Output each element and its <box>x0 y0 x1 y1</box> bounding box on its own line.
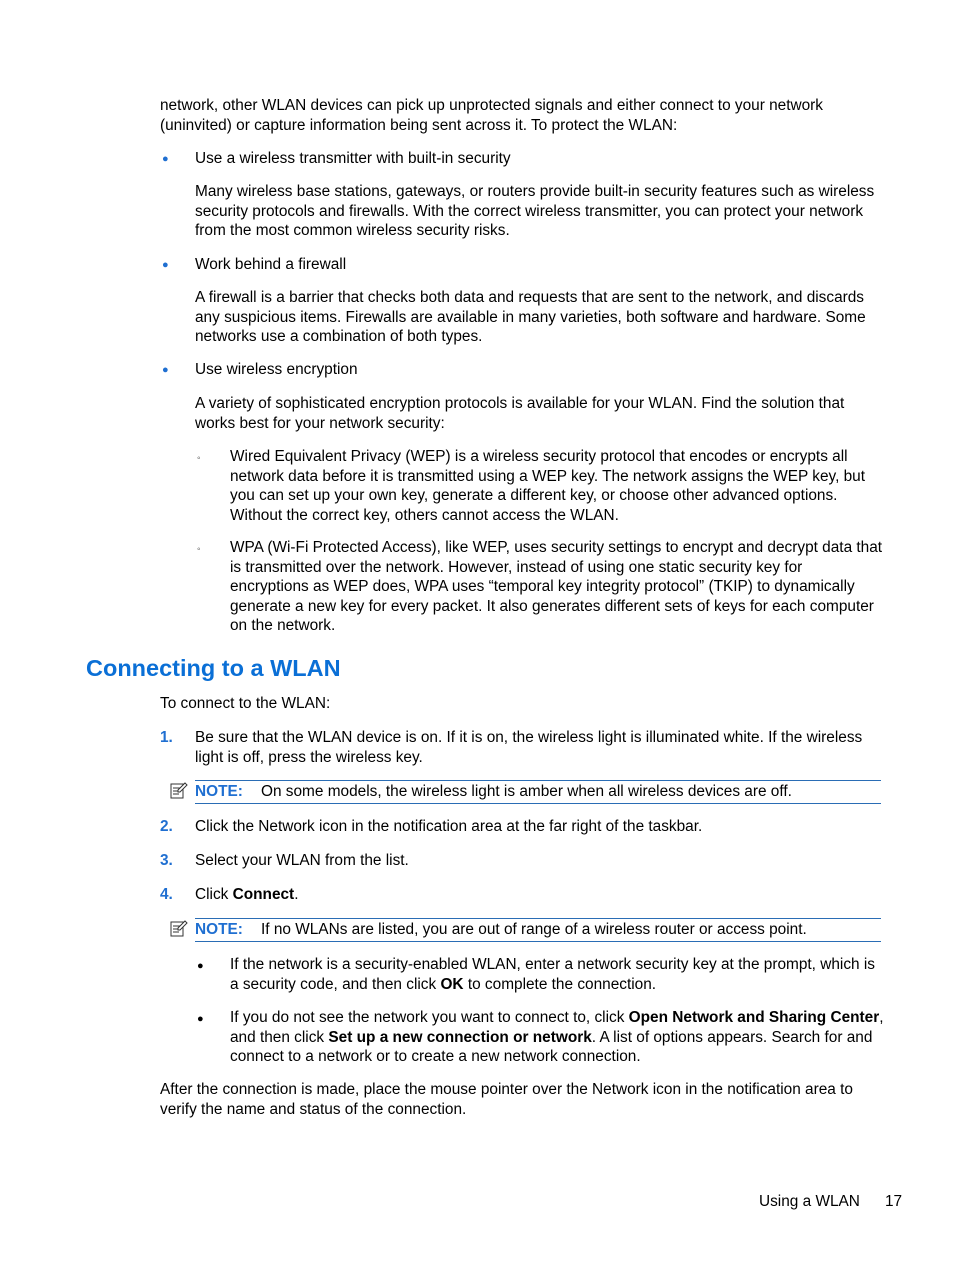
encryption-item: Wired Equivalent Privacy (WEP) is a wireless security protocol that encodes or encrypts all network data before it is transmitted using a WEP key. The network assigns the WEP key, but you can set up your own key, generate a different key, or choose other advanced options. Without the correct key, others cannot access the WLAN. <box>230 448 866 524</box>
bullet-label: Use wireless encryption <box>195 361 358 378</box>
list-item: If you do not see the network you want to connect to, click Open Network and Sharing Center, and then click Set up a new connection or network. A list of options appears. Search for and connect to a network or to create a new network connection. <box>230 1009 884 1065</box>
bullet-description: Many wireless base stations, gateways, or routers provide built-in security features such as wireless security protocols and firewalls. With the correct wireless transmitter, you can protect your network from the most common wireless security risks. <box>195 183 875 239</box>
bullet-description: A firewall is a barrier that checks both data and requests that are sent to the network, and discards any suspicious items. Firewalls are available in many varieties, both software and hardware. Some networks use a combination of both types. <box>195 289 866 345</box>
sub-bullet-icon: ◦ <box>197 453 201 464</box>
bullet-description: A variety of sophisticated encryption protocols is available for your WLAN. Find the solution that works best for your network security: <box>195 395 845 432</box>
bullet-icon: ● <box>162 153 169 165</box>
note-box <box>195 780 881 804</box>
bullet-icon: ● <box>197 960 204 972</box>
step-number: 2. <box>160 818 173 835</box>
note-text: If no WLANs are listed, you are out of range of a wireless router or access point. <box>261 921 807 938</box>
section-heading: Connecting to a WLAN <box>86 655 341 681</box>
step-text: Select your WLAN from the list. <box>195 852 409 869</box>
intro-paragraph: network, other WLAN devices can pick up unprotected signals and either connect to your network (uninvited) or capture information being sent across it. To protect the WLAN: <box>160 97 824 134</box>
list-item: If the network is a security-enabled WLAN, enter a network security key at the prompt, which is a security code, and then click OK to complete the connection. <box>230 956 875 993</box>
encryption-item: WPA (Wi-Fi Protected Access), like WEP, uses security settings to encrypt and decrypt data that is transmitted over the network. However, instead of using one static security key for encryptions as WEP does, WPA uses “temporal key integrity protocol” (TKIP) to dynamically generate a new key for every packet. It also generates different sets of keys for each computer on the network. <box>230 539 883 634</box>
bullet-label: Use a wireless transmitter with built-in security <box>195 150 511 167</box>
step-text: Be sure that the WLAN device is on. If it is on, the wireless light is illuminated white. If the wireless light is off, press the wireless key. <box>195 729 863 766</box>
note-label: NOTE: <box>195 921 243 938</box>
note-box <box>195 918 881 942</box>
bullet-icon: ● <box>162 259 169 271</box>
section-lead: To connect to the WLAN: <box>160 695 331 712</box>
bullet-icon: ● <box>162 364 169 376</box>
step-text: Click Connect. <box>195 886 299 903</box>
note-label: NOTE: <box>195 783 243 800</box>
note-icon <box>170 782 188 800</box>
closing-paragraph: After the connection is made, place the mouse pointer over the Network icon in the notification area to verify the name and status of the connection. <box>160 1081 853 1118</box>
step-text: Click the Network icon in the notification area at the far right of the taskbar. <box>195 818 703 835</box>
note-text: On some models, the wireless light is amber when all wireless devices are off. <box>261 783 792 800</box>
bullet-icon: ● <box>197 1013 204 1025</box>
page-number: 17 <box>885 1193 903 1210</box>
note-icon <box>170 920 188 938</box>
step-number: 4. <box>160 886 173 903</box>
bullet-label: Work behind a firewall <box>195 256 347 273</box>
footer-section-title: Using a WLAN <box>759 1193 860 1210</box>
step-number: 1. <box>160 729 173 746</box>
sub-bullet-icon: ◦ <box>197 544 201 555</box>
step-number: 3. <box>160 852 173 869</box>
